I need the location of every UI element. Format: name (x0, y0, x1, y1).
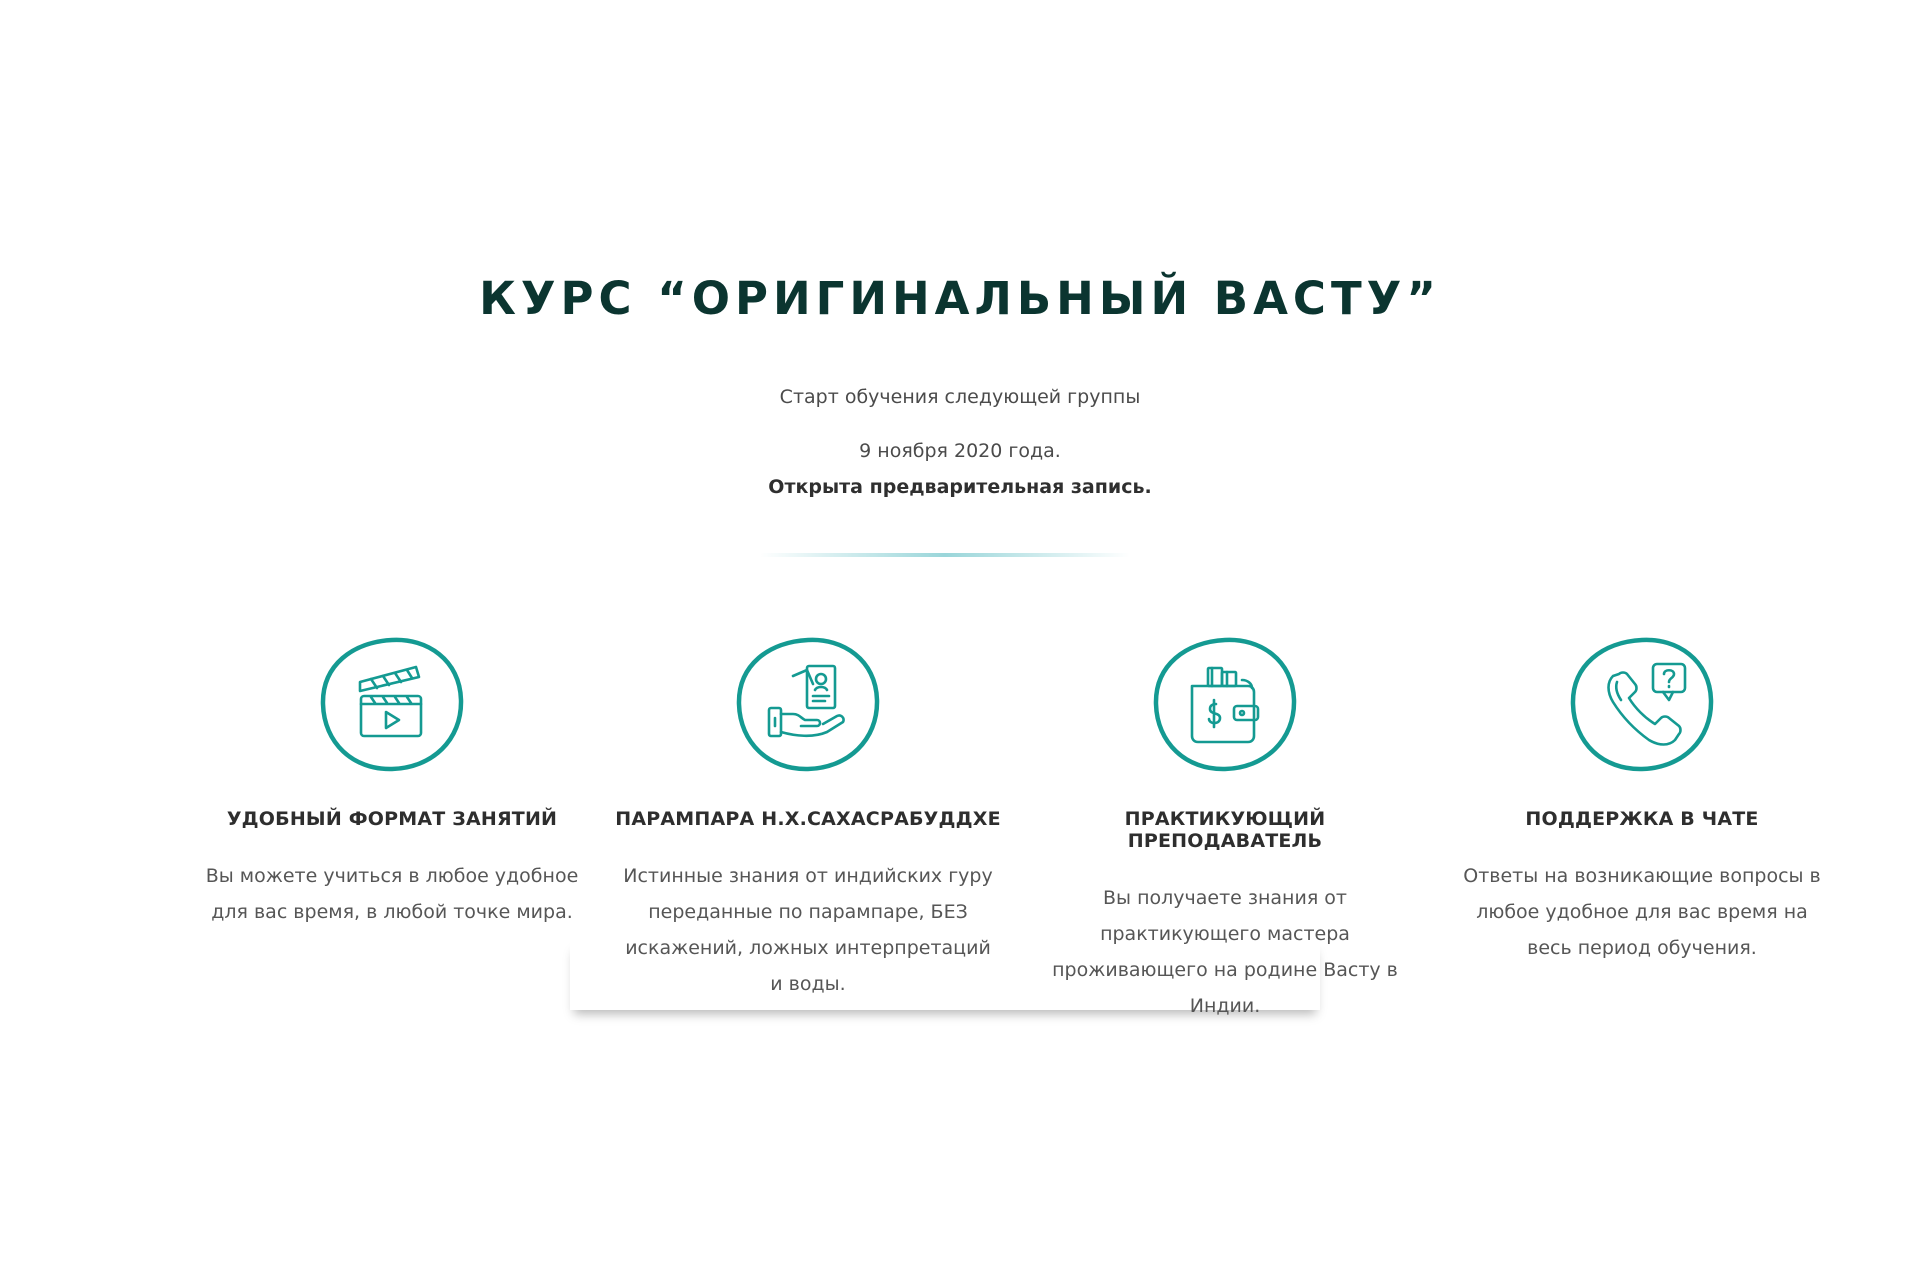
divider (760, 553, 1130, 557)
feature-card-format (197, 636, 587, 930)
feature-card-parampara (613, 636, 1003, 1002)
clapperboard-icon (319, 636, 465, 772)
page-title: КУРС “ОРИГИНАЛЬНЫЙ ВАСТУ” (479, 272, 1441, 325)
start-date: 9 ноября 2020 года. (859, 440, 1061, 462)
wallet-icon (1152, 636, 1298, 772)
feature-title: УДОБНЫЙ ФОРМАТ ЗАНЯТИЙ (226, 808, 558, 830)
preregistration-note: Открыта предварительная запись. (768, 476, 1152, 498)
feature-card-chat-support (1447, 636, 1837, 966)
feature-title: ПРАКТИКУЮЩИЙ ПРЕПОДАВАТЕЛЬ (1124, 808, 1326, 852)
phone-question-icon (1569, 636, 1715, 772)
feature-description: Истинные знания от индийских гуру переданные по парампаре, БЕЗ искажений, ложных интерпретаций и воды. (623, 865, 993, 995)
feature-card-teacher (1030, 636, 1420, 1024)
start-text: Старт обучения следующей группы (779, 386, 1141, 408)
feature-description: Вы получаете знания от практикующего мастера проживающего на родине Васту в Индии. (1052, 887, 1398, 1017)
feature-title: ПАРАМПАРА Н.Х.САХАСРАБУДДХЕ (615, 808, 1001, 830)
feature-description: Вы можете учиться в любое удобное для вас время, в любой точке мира. (205, 865, 579, 923)
certificate-hand-icon (735, 636, 881, 772)
feature-title: ПОДДЕРЖКА В ЧАТЕ (1525, 808, 1759, 830)
feature-description: Ответы на возникающие вопросы в любое удобное для вас время на весь период обучения. (1463, 865, 1821, 959)
